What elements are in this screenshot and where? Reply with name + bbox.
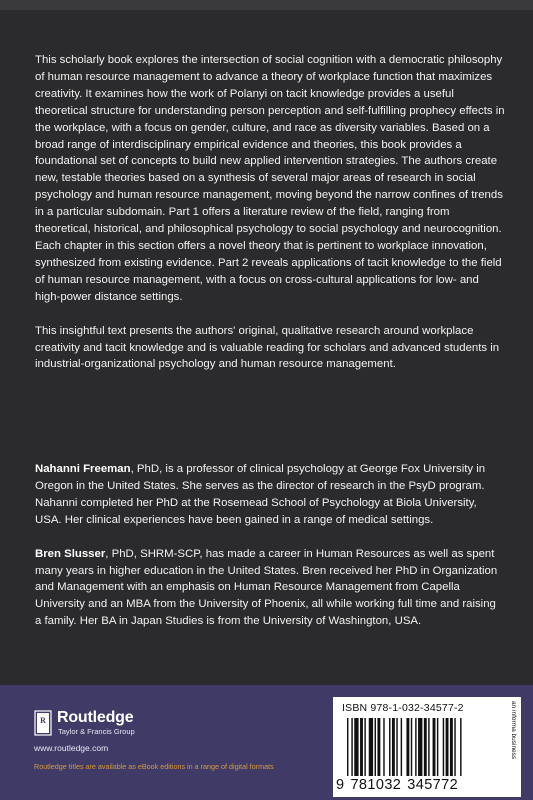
logo-letter: R bbox=[40, 716, 46, 725]
barcode-bar bbox=[360, 718, 363, 776]
isbn-label: ISBN 978-1-032-34577-2 bbox=[342, 702, 464, 714]
barcode-bar bbox=[377, 718, 380, 776]
barcode-bar bbox=[411, 718, 412, 776]
barcode-bar bbox=[392, 718, 395, 776]
barcode-bar bbox=[443, 718, 444, 776]
barcode-bar bbox=[433, 718, 436, 776]
author-name-2: Bren Slusser bbox=[35, 547, 106, 560]
barcode-bar bbox=[418, 718, 422, 776]
blurb bbox=[35, 52, 505, 390]
author-name-1: Nahanni Freeman bbox=[35, 463, 131, 475]
barcode-bar bbox=[396, 718, 397, 776]
barcode-digit-lead: 9 bbox=[336, 777, 345, 793]
author-bio-1 bbox=[35, 461, 505, 529]
barcode-bar bbox=[428, 718, 429, 776]
author-bio-text-1: , PhD, is a professor of clinical psychology at George Fox University in Oregon in the United States. She serves as the director of research in the PsyD program. Nahanni completed her PhD at the Rosemead School of Psychology at Biola University, USA. Her clinical experiences have been gained in a range of medical settings. bbox=[35, 463, 486, 526]
barcode-bar bbox=[351, 718, 352, 776]
barcode-digits-group-1: 781032 bbox=[350, 777, 402, 793]
routledge-logo-icon bbox=[34, 710, 52, 736]
barcode-bar bbox=[437, 718, 438, 776]
barcode-bar bbox=[454, 718, 455, 776]
barcode-digits bbox=[336, 777, 464, 793]
barcode-bar bbox=[460, 718, 461, 776]
barcode-digits-group-2: 345772 bbox=[407, 777, 459, 793]
blurb-paragraph-1: This scholarly book explores the intersection of social cognition with a democratic philosophy of human resource management to advance a theory of workplace function that maximizes creativity. It examines how the work of Polanyi on tacit knowledge provides a useful theoretical structure for understanding person perception and self-fulfilling prophecy effects in the workplace, with a focus on gender, culture, and race as diversity variables. Based on a broad range of interdisciplinary empirical evidence and theories, this book provides a foundational set of concepts to build new applied intervention strategies. The authors create new, testable theories based on a synthesis of several major areas of research in social psychology and human resource management, moving beyond the narrow confines of trends in a particular subdomain. Part 1 offers a literature review of the field, ranging from theoretical, historical, and philosophical psychology to social psychology and neurocognition. Each chapter in this section offers a novel theory that is pertinent to workplace innovation, synthesized from existing evidence. Part 2 reveals applications of tacit knowledge to the field of human resource management, with a focus on cross-cultural applications for low- and high-power distance settings. bbox=[35, 54, 505, 303]
barcode-bar bbox=[446, 718, 449, 776]
barcode-panel bbox=[333, 697, 521, 797]
informa-side-text: an informa business bbox=[510, 701, 517, 760]
barcode-bar bbox=[415, 718, 416, 776]
barcode-bar bbox=[354, 718, 358, 776]
barcode-bar bbox=[424, 718, 427, 776]
barcode-bar bbox=[364, 718, 365, 776]
ebook-note: Routledge titles are available as eBook editions in a range of digital formats bbox=[34, 762, 274, 771]
barcode-bar bbox=[375, 718, 376, 776]
barcode-icon bbox=[347, 718, 497, 776]
publisher-name: Routledge bbox=[57, 709, 134, 726]
barcode-bar bbox=[347, 718, 348, 776]
author-bio-text-2: , PhD, SHRM-SCP, has made a career in Human Resources as well as spent many years in higher education in the United States. Bren received her PhD in Organization and Management with an emphasis on Human Resource Management from Capella University and an MBA from the University of Phoenix, all while working full time and raising a family. Her BA in Japan Studies is from the University of Washington, USA. bbox=[35, 547, 498, 628]
barcode-bar bbox=[383, 718, 384, 776]
top-band bbox=[0, 0, 533, 10]
barcode-bar bbox=[369, 718, 373, 776]
author-bios bbox=[35, 461, 505, 647]
publisher-url: www.routledge.com bbox=[34, 743, 109, 753]
author-bio-2 bbox=[35, 546, 505, 631]
barcode-bar bbox=[406, 718, 409, 776]
barcode-bar bbox=[401, 718, 402, 776]
publisher-group: Taylor & Francis Group bbox=[58, 727, 135, 736]
blurb-paragraph-2: This insightful text presents the authors' original, qualitative research around workplace creativity and tacit knowledge and is valuable reading for scholars and advanced students in industrial-organizational psychology and human resource management. bbox=[35, 324, 500, 371]
barcode-bar bbox=[389, 718, 390, 776]
barcode-bar bbox=[450, 718, 453, 776]
